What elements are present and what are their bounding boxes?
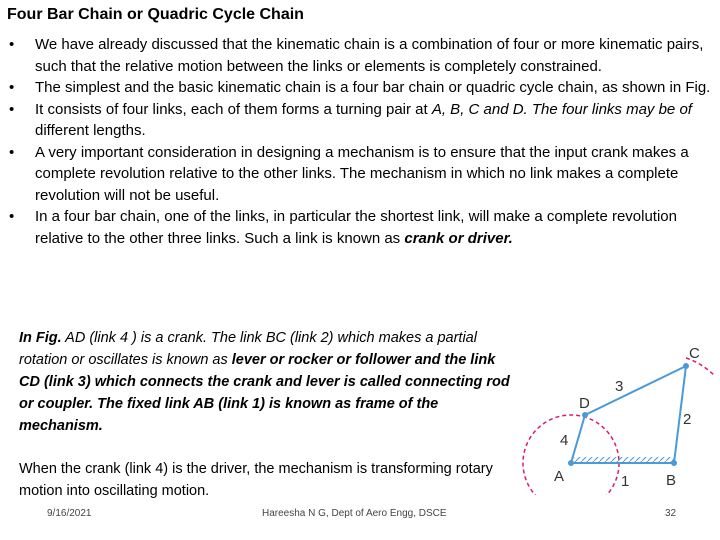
joint-b [671,460,677,466]
bullet-item [5,34,717,77]
joint-c [683,363,689,369]
bullet-item [5,99,717,142]
bullet-item [5,142,717,207]
slide-title: Four Bar Chain or Quadric Cycle Chain [7,6,304,23]
bullet-text: The simplest and the basic kinematic chain is a four bar chain or quadric cycle chain, as shown in Fig. [35,79,711,96]
four-bar-chain-diagram [510,335,715,495]
joint-d [582,412,588,418]
label-link-2: 2 [683,411,692,428]
label-link-1: 1 [621,473,630,490]
link-4-crank [571,415,585,463]
bullet-dot-icon: • [9,100,15,118]
bullet-text: It consists of four links, each of them forms a turning pair at A, B, C and D. The four links may be of different lengths. [35,100,692,139]
bullet-dot-icon: • [9,79,15,96]
joint-a [568,460,574,466]
label-b: B [666,472,677,489]
bullet-list [5,34,717,249]
bullet-text: We have already discussed that the kinematic chain is a combination of four or more kinematic pairs, such that the relative motion between the links or elements is completely constrained. [35,36,704,75]
bullet-item [5,206,717,249]
label-d: D [579,395,590,412]
label-link-3: 3 [615,378,624,395]
label-a: A [554,468,565,485]
label-link-4: 4 [560,432,569,449]
bullet-item [5,77,717,99]
driver-description: When the crank (link 4) is the driver, the mechanism is transforming rotary motion into oscillating motion. [19,461,493,499]
bullet-text: A very important consideration in designing a mechanism is to ensure that the input crank makes a complete revolution relative to the other links. The mechanism in which no link makes a complete revolution will not be useful. [35,143,689,204]
label-c: C [689,345,700,362]
footer-author: Hareesha N G, Dept of Aero Engg, DSCE [262,508,447,519]
footer-date: 9/16/2021 [47,508,92,519]
bullet-dot-icon: • [9,36,15,53]
bullet-text: In a four bar chain, one of the links, in particular the shortest link, will make a complete revolution relative to the other three links. Such a link is known as crank or driver. [35,208,677,247]
link-3-coupler [585,366,686,415]
crank-path-circle [523,415,619,495]
footer-page-number: 32 [665,508,677,519]
bullet-dot-icon: • [9,208,15,225]
bullet-dot-icon: • [9,143,15,161]
crank-description: In Fig. AD (link 4 ) is a crank. The link BC (link 2) which makes a partial rotation or oscillates is known as lever or rocker or follower and the link CD (link 3) which connects the crank and lever is called connecting rod or coupler. The fixed link AB (link 1) is known as frame of the mechanism. [19,330,510,434]
